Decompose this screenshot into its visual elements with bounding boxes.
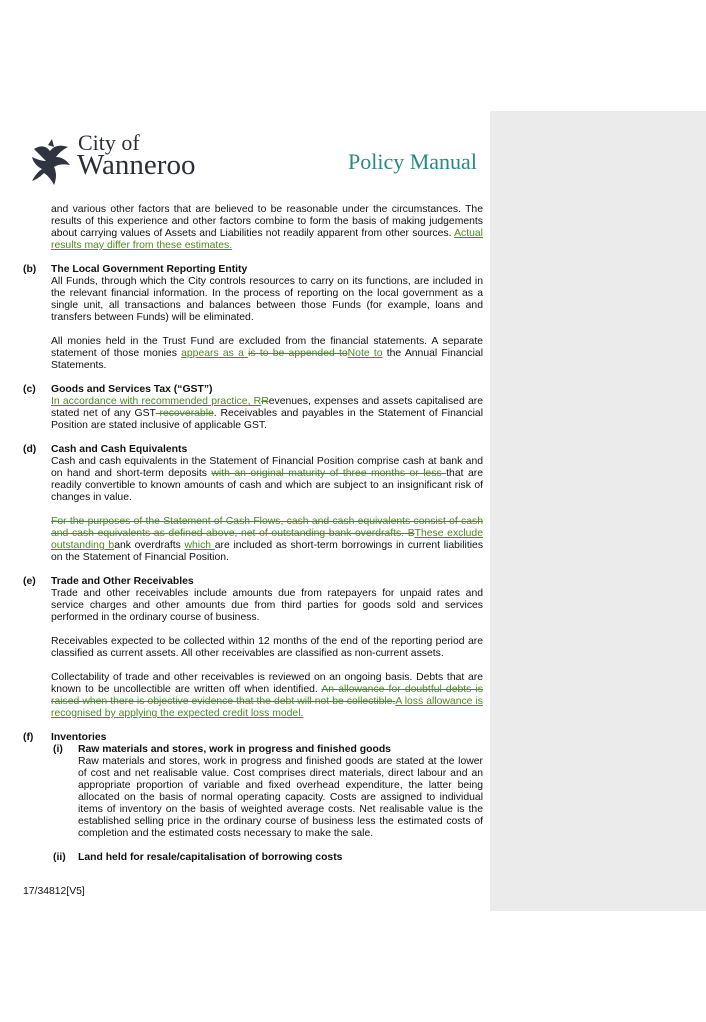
intro-paragraph xyxy=(51,204,483,252)
text-run: evenues, expenses and assets capitalised are stated net of any GST xyxy=(51,396,483,419)
paragraph xyxy=(51,516,483,564)
section-c xyxy=(23,384,483,432)
text-run: All monies held in the Trust Fund are excluded from the financial statements. A separate statement of those monies xyxy=(51,336,483,359)
inserted-text: Note to xyxy=(347,348,383,359)
paragraph xyxy=(51,396,483,432)
subsection-label: (i) xyxy=(53,744,63,755)
document-body xyxy=(23,204,483,864)
text-run: that are readily convertible to known amounts of cash and which are subject to an insignificant risk of changes in value. xyxy=(51,468,483,503)
document-reference: 17/34812[V5] xyxy=(23,886,85,897)
text-run: Cash and cash equivalents in the Statement of Financial Position comprise cash at bank and on hand and short-term deposits xyxy=(51,456,483,479)
section-e xyxy=(23,576,483,720)
section-label: (b) xyxy=(23,264,37,275)
section-d xyxy=(23,444,483,564)
text-run: . Receivables and payables in the Statement of Financial Position are stated inclusive of applicable GST. xyxy=(51,408,483,431)
section-heading: The Local Government Reporting Entity xyxy=(51,264,248,275)
intro-text: and various other factors that are believed to be reasonable under the circumstances. The results of this experience and other factors combine to form the basis of making judgements about carrying values of Assets and Liabilities not readily apparent from other sources. xyxy=(51,204,483,239)
paragraph: Receivables expected to be collected within 12 months of the end of the reporting period are classified as current assets. All other receivables are classified as non-current assets. xyxy=(51,636,483,659)
section-b xyxy=(23,264,483,372)
paragraph xyxy=(51,336,483,372)
deleted-text: An allowance for doubtful debts is raised when there is objective evidence that the debt will not be collectible. xyxy=(51,684,483,707)
paragraph: Trade and other receivables include amounts due from ratepayers for unpaid rates and service charges and other amounts due from third parties for goods sold and services performed in the ordinary course of business. xyxy=(51,588,483,623)
section-heading: Trade and Other Receivables xyxy=(51,576,194,587)
section-heading: Inventories xyxy=(51,732,107,743)
text-run: Collectability of trade and other receivables is reviewed on an ongoing basis. Debts that are known to be uncollectible are written off when identified. xyxy=(51,672,483,695)
paragraph: All Funds, through which the City controls resources to carry on its functions, are included in the relevant financial information. In the process of reporting on the local government as a single unit, all transactions and balances between those Funds (for example, loans and transfers between Funds) will be eliminated. xyxy=(51,276,483,323)
logo-city-text: City of xyxy=(78,130,140,155)
inserted-text: In accordance with recommended practice, R xyxy=(51,396,262,407)
deleted-text: recoverable xyxy=(155,408,214,419)
text-run: ank overdrafts xyxy=(114,540,185,551)
text-run: are included as short-term borrowings in current liabilities on the Statement of Financial Position. xyxy=(51,540,484,563)
city-logo xyxy=(30,130,220,191)
inserted-text: appears as a xyxy=(181,348,249,359)
subsection-heading: Land held for resale/capitalisation of borrowing costs xyxy=(78,852,343,863)
subsection-i xyxy=(23,744,483,840)
deleted-text: For the purposes of the Statement of Cash Flows, cash and cash equivalents consist of cash and cash equivalents as defined above, net of outstanding bank overdrafts. B xyxy=(51,516,483,539)
deleted-text: R xyxy=(261,396,269,407)
paragraph xyxy=(51,672,483,720)
section-heading: Cash and Cash Equivalents xyxy=(51,444,188,455)
paragraph xyxy=(51,456,483,504)
inserted-text: which xyxy=(184,540,215,551)
deleted-text: is to be appended to xyxy=(248,348,348,359)
logo-name-text: Wanneroo xyxy=(77,149,196,181)
logo-emblem-icon xyxy=(30,139,74,189)
section-label: (f) xyxy=(23,732,34,743)
deleted-text: with an original maturity of three months or less xyxy=(211,468,447,479)
section-label: (c) xyxy=(23,384,36,395)
section-heading: Goods and Services Tax (“GST”) xyxy=(51,384,213,395)
subsection-label: (ii) xyxy=(53,852,66,863)
subsection-heading: Raw materials and stores, work in progress and finished goods xyxy=(78,744,391,755)
subsection-ii xyxy=(23,852,483,864)
comment-margin-pane xyxy=(490,111,706,911)
inserted-text: These exclude outstanding b xyxy=(51,528,483,551)
inserted-text: Actual results may differ from these estimates. xyxy=(51,228,483,251)
page-title: Policy Manual xyxy=(348,149,477,174)
section-f xyxy=(23,732,483,864)
text-run: the Annual Financial Statements. xyxy=(51,348,484,371)
section-label: (d) xyxy=(23,444,37,455)
paragraph: Raw materials and stores, work in progress and finished goods are stated at the lower of cost and net realisable value. Cost comprises direct materials, direct labour and an appropriate proportion of variable and fixed overhead expenditure, the latter being allocated on the basis of normal operating capacity. Costs are assigned to individual items of inventory on the basis of weighted average costs. Net realisable value is the established selling price in the ordinary course of business less the estimated costs of completion and the estimated costs necessary to make the sale. xyxy=(78,756,483,839)
section-label: (e) xyxy=(23,576,36,587)
inserted-text: A loss allowance is recognised by applying the expected credit loss model. xyxy=(51,696,483,719)
